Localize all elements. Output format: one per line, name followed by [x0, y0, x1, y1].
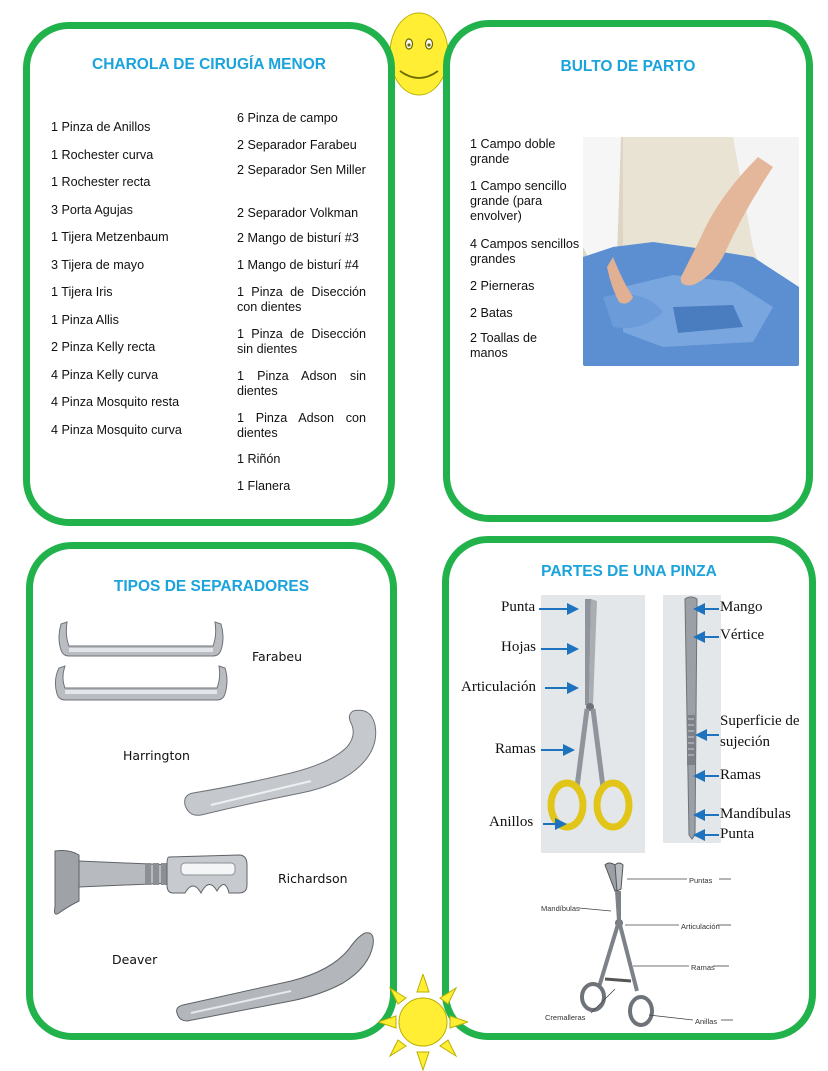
forceps-label-ramas: Ramas: [720, 767, 761, 783]
deaver-retractor-image: [171, 929, 377, 1025]
card-title: PARTES DE UNA PINZA: [541, 563, 717, 580]
clamp-label-puntas: Puntas: [689, 876, 713, 885]
clamp-label-ramas: Ramas: [691, 963, 715, 972]
scissors-label-hojas: Hojas: [501, 639, 536, 655]
list-item: 1 Pinza de Disección con dientes: [237, 285, 366, 314]
card-title: BULTO DE PARTO: [560, 58, 696, 75]
list-item: 2 Batas: [470, 306, 513, 320]
harrington-retractor-image: [181, 707, 381, 819]
list-item: 1 Pinza de Anillos: [51, 120, 151, 134]
list-item: 1 Pinza Adson con dientes: [237, 411, 366, 440]
list-item: 1 Pinza de Disección sin dientes: [237, 327, 366, 356]
clamp-label-anillas: Anillas: [695, 1017, 718, 1026]
list-item: 1 Mango de bisturí #4: [237, 258, 359, 272]
list-item: 1 Riñón: [237, 452, 281, 466]
list-item: 3 Porta Agujas: [51, 203, 133, 217]
scissors-label-articulacion: Articulación: [461, 679, 536, 695]
card-title: TIPOS DE SEPARADORES: [113, 578, 310, 595]
farabeu-retractor-image: [53, 614, 233, 708]
folding-drapes-photo: [583, 137, 799, 366]
list-item: 1 Tijera Metzenbaum: [51, 230, 169, 244]
list-item: 1 Pinza Allis: [51, 313, 119, 327]
richardson-retractor-image: [49, 847, 249, 919]
list-item: 1 Rochester recta: [51, 175, 151, 189]
richardson-label: Richardson: [278, 871, 348, 886]
list-item: 4 Pinza Mosquito curva: [51, 423, 182, 437]
list-item: 2 Pierneras: [470, 279, 535, 293]
farabeu-label: Farabeu: [252, 649, 303, 664]
card-tipos-de-separadores: [26, 542, 397, 1040]
list-item: 1 Flanera: [237, 479, 291, 493]
list-item: 4 Campos sencillos grandes: [470, 237, 580, 266]
list-item: 1 Campo sencillo grande (para envolver): [470, 179, 567, 223]
list-item: 3 Tijera de mayo: [51, 258, 145, 272]
scissors-label-ramas: Ramas: [495, 741, 536, 757]
list-item: 2 Pinza Kelly recta: [51, 340, 156, 354]
list-item: 6 Pinza de campo: [237, 111, 338, 125]
forceps-label-sujecion: sujeción: [720, 734, 770, 750]
list-item: 2 Toallas de manos: [470, 331, 537, 360]
harrington-label: Harrington: [123, 748, 190, 763]
list-item: 2 Separador Sen Miller: [237, 163, 366, 177]
card-partes-de-una-pinza: [442, 536, 816, 1040]
list-item: 4 Pinza Kelly curva: [51, 368, 159, 382]
forceps-label-punta: Punta: [720, 826, 755, 842]
card-bulto-de-parto: [443, 20, 813, 522]
sun-icon: [378, 974, 468, 1071]
scissors-label-punta: Punta: [501, 599, 536, 615]
forceps-label-mandibulas: Mandíbulas: [720, 806, 791, 822]
list-item: 1 Campo doble grande: [470, 137, 556, 166]
clamp-label-cremalleras: Cremalleras: [545, 1013, 586, 1022]
clamp-label-mandibulas: Mandíbulas: [541, 904, 580, 913]
list-item: 2 Mango de bisturí #3: [237, 231, 359, 245]
list-item: 1 Pinza Adson sin dientes: [237, 369, 366, 398]
clamp-label-articulacion: Articulación: [681, 922, 720, 931]
forceps-label-superficie: Superficie de: [720, 713, 800, 729]
list-item: 2 Separador Farabeu: [237, 138, 357, 152]
forceps-label-vertice: Vértice: [720, 627, 765, 643]
forceps-label-mango: Mango: [720, 599, 763, 615]
smiley-face-icon: [388, 11, 450, 97]
list-item: 1 Tijera Iris: [51, 285, 113, 299]
list-item: 2 Separador Volkman: [237, 206, 359, 220]
list-item: 4 Pinza Mosquito resta: [51, 395, 180, 409]
list-item: 1 Rochester curva: [51, 148, 154, 162]
card-charola-cirugia-menor: [23, 22, 395, 526]
scissors-label-anillos: Anillos: [489, 814, 534, 830]
clamp-leader-lines: [449, 543, 809, 1043]
card-title: CHAROLA DE CIRUGÍA MENOR: [92, 56, 326, 73]
deaver-label: Deaver: [112, 952, 158, 967]
